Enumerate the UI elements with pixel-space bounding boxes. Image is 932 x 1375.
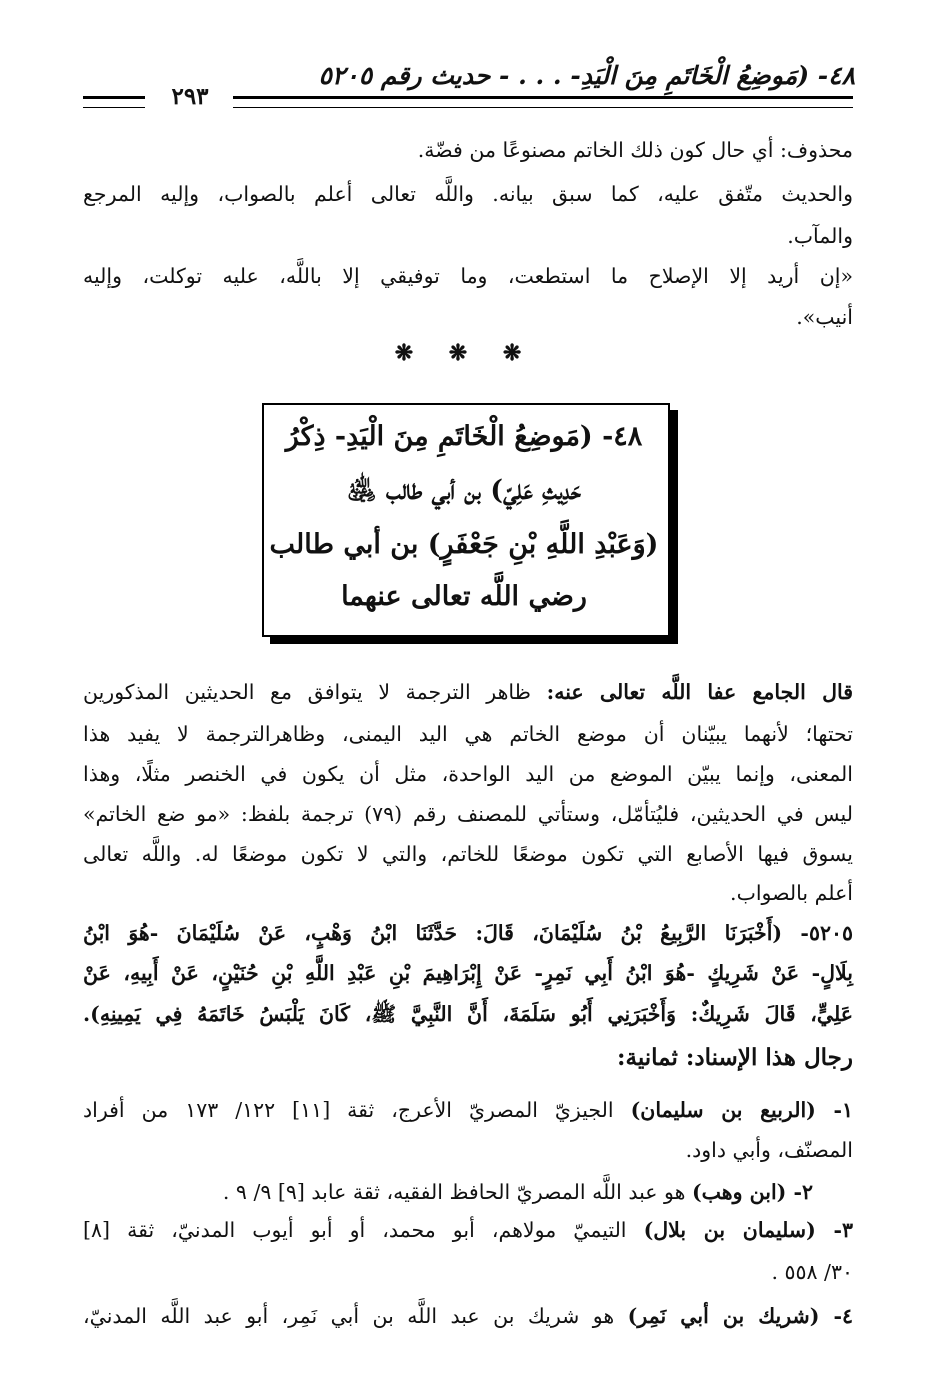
intro-line: أنيب». (796, 305, 853, 329)
narrator-name: ٣- (سليمان بن بلال) (643, 1218, 853, 1242)
commentary-line: تحتها؛ لأنهما يبيّنان أن موضع الخاتم هي اليد اليمنى، وظاهرالترجمة لا يفيد هذا (83, 722, 853, 746)
section-separator: ❋ ❋ ❋ (394, 340, 536, 366)
intro-line: محذوف: أي حال كون ذلك الخاتم مصنوعًا من فضّة. (417, 138, 853, 162)
commentary-lead: قال الجامع عفا اللَّه تعالى عنه: (546, 680, 854, 704)
intro-line: والمآب. (787, 224, 853, 248)
chapter-title-box (262, 403, 670, 637)
commentary-line: يسوق فيها الأصابع التي تكون موضعًا للخاتم، والتي لا تكون موضعًا له. واللَّه تعالى (83, 842, 853, 866)
narrator-name: ١- (الربيع بن سليمان) (630, 1098, 853, 1122)
commentary-line: أعلم بالصواب. (730, 881, 853, 905)
running-header-title: ٤٨- (مَوضِعُ الْخَاتَمِ مِنَ الْيَدِ- . . . - حديث رقم ٥٢٠٥ (318, 61, 855, 90)
commentary-line (83, 674, 853, 710)
intro-line: «إن أريد إلا الإصلاح ما استطعت، وما توفيقي إلا باللَّه، عليه توكلت، وإليه (83, 264, 853, 288)
narrators-heading: رجال هذا الإسناد: ثمانية: (617, 1044, 853, 1071)
narrator-line (83, 1092, 853, 1128)
hadith-line: عَلِيٍّ، قَالَ شَرِيكٌ: وَأَخْبَرَنِي أَبُو سَلَمَةَ، أَنَّ النَّبِيَّ ﷺ، كَانَ يَلْبَسُ خَاتَمَهُ فِي يَمِينِهِ). (83, 1002, 853, 1026)
chapter-title-line: حَدِيثِ عَلِيّ) بن أبي طالب ﵁ (347, 475, 581, 506)
commentary-line: المعنى، وإنما يبيّن الموضع من اليد الواحدة، مثل أن يكون في الخنصر مثلًا، وهذا (83, 762, 853, 786)
hadith-line: بِلَالٍ- عَنْ شَرِيكٍ -هُوَ ابْنُ أَبِي نَمِرٍ- عَنْ إِبْرَاهِيمَ بْنِ عَبْدِ اللَّهِ بْنِ حُنَيْنٍ، عَنْ أَبِيهِ، عَنْ (83, 961, 853, 985)
narrator-name: ٢- (ابن وهب) (691, 1180, 813, 1204)
page-number: ٢٩٣ (171, 83, 209, 110)
header-rule-right (233, 96, 853, 108)
narrator-info: هو عبد اللَّه المصريّ الحافظ الفقيه، ثقة عابد [٩] ٩/ ٩ . (222, 1180, 692, 1204)
hadith-line: ٥٢٠٥- (أَخْبَرَنَا الرَّبِيعُ بْنُ سُلَيْمَانَ، قَالَ: حَدَّثَنَا ابْنُ وَهْبٍ، عَنْ سُلَيْمَانَ -هُوَ ابْنُ (83, 921, 853, 945)
commentary-line: ليس في الحديثين، فليُتأمّل، وستأتي للمصنف رقم (٧٩) ترجمة بلفظ: «مو ضع الخاتم» (83, 802, 853, 826)
chapter-title-line: رضي اللَّه تعالى عنهما (341, 581, 587, 612)
narrator-info: الجيزيّ المصريّ الأعرج، ثقة [١١] ١٢٢/ ١٧٣ من أفراد (83, 1098, 631, 1122)
narrator-line (83, 1298, 853, 1334)
narrator-name: ٤- (شريك بن أبي نَمِر) (627, 1304, 853, 1328)
narrator-info: التيميّ مولاهم، أبو محمد، أو أبو أيوب المدنيّ، ثقة [٨] (83, 1218, 644, 1242)
chapter-title-line: ٤٨- (مَوضِعُ الْخَاتَمِ مِنَ الْيَدِ- ذِكْرُ (285, 421, 643, 452)
commentary-text: ظاهر الترجمة لا يتوافق مع الحديثين المذكورين (83, 680, 547, 704)
chapter-title-line: (وَعَبْدِ اللَّهِ بْنِ جَعْفَرٍ) بن أبي طالب (269, 529, 659, 560)
narrator-line (83, 1132, 853, 1168)
narrator-line (83, 1212, 853, 1248)
narrator-line (83, 1174, 813, 1210)
narrator-info: المصنّف، وأبي داود. (685, 1138, 853, 1162)
narrator-info: ٣٠/ ٥٥٨ . (771, 1260, 853, 1284)
header-rule-left (83, 96, 145, 108)
narrator-info: هو شريك بن عبد اللَّه بن أبي نَمِر، أبو عبد اللَّه المدنيّ، (83, 1304, 628, 1328)
intro-line: والحديث متّفق عليه، كما سبق بيانه. واللَّه تعالى أعلم بالصواب، وإليه المرجع (83, 182, 853, 206)
narrator-line (83, 1254, 853, 1290)
